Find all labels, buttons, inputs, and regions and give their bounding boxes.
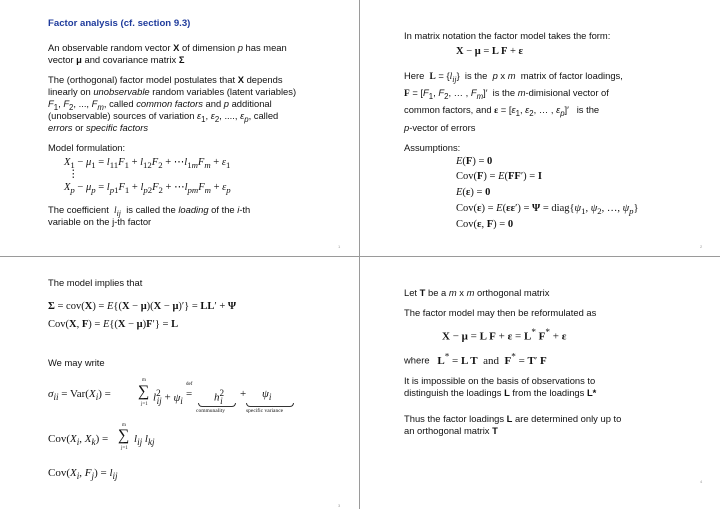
text-line: variable on the j-th factor — [48, 216, 152, 227]
sum-sign: ∑ — [138, 383, 150, 400]
slide-title: Factor analysis (cf. section 9.3) — [48, 18, 191, 29]
equation: X − μ = L F + ε — [456, 46, 524, 57]
equation: $Cov(X_i$, $F_j) = l_{ij}$ — [48, 467, 118, 482]
assumption: $Cov(\varepsilon) = E(\varepsilon\varepsilon') = \Psi = diag\{\psi_1$, $\psi_2$, …, $\psi_p$} — [456, 203, 639, 217]
text-line: linearly on unobservable random variables (latent variables) — [48, 86, 297, 97]
text-line: distinguish the loadings L from the loadings L* — [404, 387, 597, 398]
slide-number: 3 — [338, 503, 341, 508]
slide-number: 4 — [700, 479, 703, 484]
text-line: $F = [F_1$, $F_2$, … , $F_m]'$ is the m-dimisional vector of — [404, 87, 609, 101]
sum-bottom: j=1 — [141, 402, 148, 407]
formulation-label: Model formulation: — [48, 142, 126, 153]
text-line: (unobservable) sources of variation $\varepsilon_1$, $\varepsilon_2$, ...., $\varepsilon_p$, called — [48, 110, 279, 124]
assumption: Cov(ε, F) = 0 — [456, 219, 514, 230]
vertical-dots: ⋮ — [68, 169, 79, 180]
equation: Σ = cov(X) = E{(X − μ)(X − μ)′} = LL′ + Ψ — [48, 301, 237, 312]
def-label: def — [186, 382, 193, 387]
specific-variance-label: specific variance — [246, 408, 284, 414]
text-line: The factor model may then be reformulated as — [404, 307, 597, 318]
text-line: An observable random vector X of dimension p has mean — [48, 42, 287, 53]
underbrace — [246, 403, 294, 407]
text-line: Here $L = \{l_{ij}\}$ is the p x m matrix of factor loadings, — [404, 70, 623, 84]
equation: $l^2_{ij} + \psi_i$ — [153, 388, 183, 406]
slide-2 — [360, 0, 719, 256]
equation: $l_{ij}$ $l_{kj}$ — [134, 433, 155, 448]
text-line: It is impossible on the basis of observations to — [404, 375, 596, 386]
slide-4 — [360, 257, 719, 509]
slide-1 — [0, 0, 359, 256]
sum-bottom: j=1 — [121, 446, 128, 451]
assumptions-label: Assumptions: — [404, 142, 461, 153]
underbrace — [198, 403, 236, 407]
equation: X − μ = L F + ε = L* F* + ε — [442, 327, 567, 343]
text-line: common factors, and $\varepsilon = [\varepsilon_1$, $\varepsilon_2$, … , $\varepsilon_p]'$ is the — [404, 104, 600, 118]
text-line: The coefficient $l_{ij}$ is called the loading of the i-th — [48, 204, 251, 218]
assumption: E(F) = 0 — [456, 156, 493, 167]
text-line: $F_1$, $F_2$, ..., $F_m$, called common factors and p additional — [48, 98, 272, 112]
sum-top: m — [122, 423, 126, 428]
equation: Cov(X, F) = E{(X − μ)F′} = L — [48, 319, 179, 330]
text-line: where L* = L T and F* = T′ F — [404, 351, 547, 367]
equation: $X_p - \mu_p = l_{p1}F_1 + l_{p2}F_2$ + $\cdots l_{pm}F_m + \varepsilon_p$ — [64, 182, 231, 196]
slide-number: 2 — [700, 244, 703, 249]
text-line: p-vector of errors — [404, 122, 476, 133]
specific-term: $\psi_i$ — [262, 388, 272, 403]
assumption: Cov(F) = E(FF′) = I — [456, 171, 542, 182]
text-line: Thus the factor loadings L are determined only up to — [404, 413, 622, 424]
text-line: In matrix notation the factor model takes the form: — [404, 30, 611, 41]
plus: + — [240, 388, 247, 400]
slide-number: 1 — [338, 244, 341, 249]
equals: = — [186, 388, 193, 400]
text-line: We may write — [48, 357, 105, 368]
equation: $Cov(X_i$, $X_k$) = — [48, 433, 109, 448]
text-line: Let T be a m x m orthogonal matrix — [404, 287, 550, 298]
communality-label: communality — [196, 408, 226, 414]
communality-term: $h^2_i$ — [214, 388, 225, 406]
equation: $\sigma_{ii} = Var(X_i)$ = — [48, 388, 111, 403]
equation: $X_1 - \mu_1 = l_{11}F_1 + l_{12}F_2$ + $\cdots l_{1m}F_m + \varepsilon_1$ — [64, 157, 231, 171]
sum-top: m — [142, 378, 146, 383]
text-line: an orthogonal matrix T — [404, 425, 498, 436]
assumption: E(ε) = 0 — [456, 187, 491, 198]
text-line: vector μ and covariance matrix Σ — [48, 54, 185, 65]
sum-sign: ∑ — [118, 427, 130, 444]
text-line: The (orthogonal) factor model postulates that X depends — [48, 74, 283, 85]
slide-3 — [0, 257, 359, 509]
text-line: errors or specific factors — [48, 122, 149, 133]
text-line: The model implies that — [48, 277, 143, 288]
